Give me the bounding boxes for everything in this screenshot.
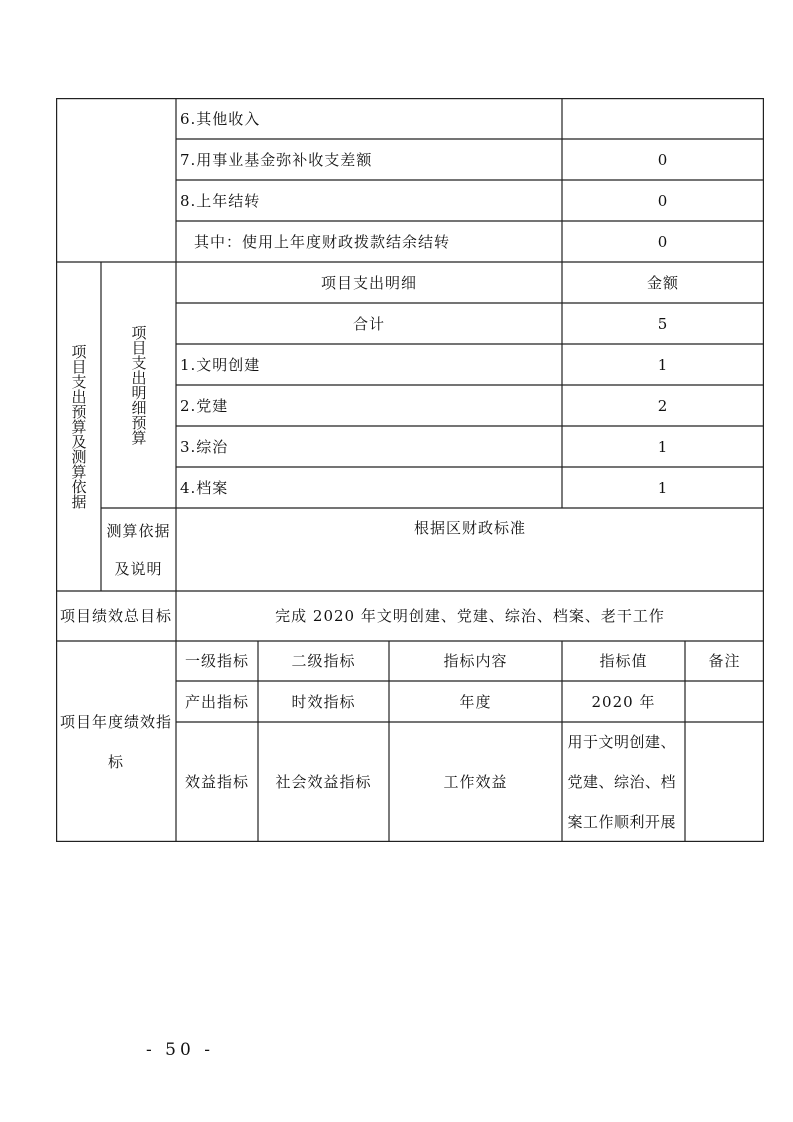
- income-row-value: 0: [657, 232, 669, 251]
- expense-item-label: 4.档案: [180, 478, 229, 497]
- detail-header: 项目支出明细: [320, 273, 417, 292]
- indicator-note: [685, 722, 764, 842]
- indicator-value: [562, 722, 685, 842]
- indicator-header: 二级指标: [291, 652, 356, 670]
- expense-item-label: 3.综治: [180, 437, 229, 456]
- expense-item-value: 1: [657, 437, 669, 456]
- basis-label-line2: 及说明: [114, 559, 163, 578]
- expense-item-value: 2: [657, 396, 669, 415]
- total-label: 合计: [352, 314, 385, 333]
- indicator-header: 一级指标: [184, 652, 249, 670]
- annual-indicators-label-text: 项目年度绩效指标: [60, 712, 173, 771]
- expense-section-label: [56, 262, 101, 591]
- overall-goal-text: 完成 2020 年文明创建、党建、综治、档案、老干工作: [275, 607, 665, 625]
- income-row-value: 0: [657, 150, 669, 169]
- annual-indicators-label: [56, 641, 176, 842]
- indicator-header: 指标值: [599, 652, 648, 670]
- budget-table: [56, 98, 764, 842]
- basis-label-line1: 测算依据: [106, 521, 171, 540]
- income-row-label: 6.其他收入: [180, 109, 261, 128]
- income-row-label: 7.用事业基金弥补收支差额: [180, 150, 373, 169]
- indicator-level1: 效益指标: [184, 773, 249, 791]
- overall-goal-label: 项目绩效总目标: [59, 607, 172, 625]
- indicator-header: 指标内容: [443, 652, 508, 670]
- expense-item-label: 2.党建: [180, 396, 229, 415]
- expense-item-value: 1: [657, 355, 669, 374]
- income-row-value: 0: [657, 191, 669, 210]
- total-value: 5: [657, 314, 669, 333]
- page-number: - 50 -: [146, 1040, 214, 1060]
- indicator-header: 备注: [708, 652, 741, 670]
- indicator-level2: 时效指标: [291, 692, 356, 711]
- basis-label: [101, 508, 176, 591]
- expense-item-label: 1.文明创建: [180, 355, 261, 374]
- indicator-value: 2020 年: [591, 692, 656, 711]
- expense-item-value: 1: [657, 478, 669, 497]
- amount-header: 金额: [646, 273, 679, 292]
- expense-detail-budget-label: [101, 262, 176, 508]
- indicator-note: [685, 681, 764, 722]
- expense-detail-budget-label-text: 项目支出明细预算: [129, 325, 148, 445]
- basis-text: 根据区财政标准: [413, 519, 526, 537]
- indicator-value-text: 用于文明创建、党建、综治、档案工作顺利开展: [567, 733, 677, 831]
- indicator-content: 年度: [459, 692, 492, 711]
- indicator-level1: 产出指标: [184, 692, 249, 711]
- indicator-level2: 社会效益指标: [275, 773, 372, 791]
- income-row-value: [562, 98, 764, 139]
- income-row-label: 8.上年结转: [180, 191, 261, 210]
- expense-section-label-text: 项目支出预算及测算依据: [69, 344, 88, 509]
- income-row-label: 其中：使用上年度财政拨款结余结转: [194, 232, 451, 251]
- indicator-content: 工作效益: [443, 773, 508, 791]
